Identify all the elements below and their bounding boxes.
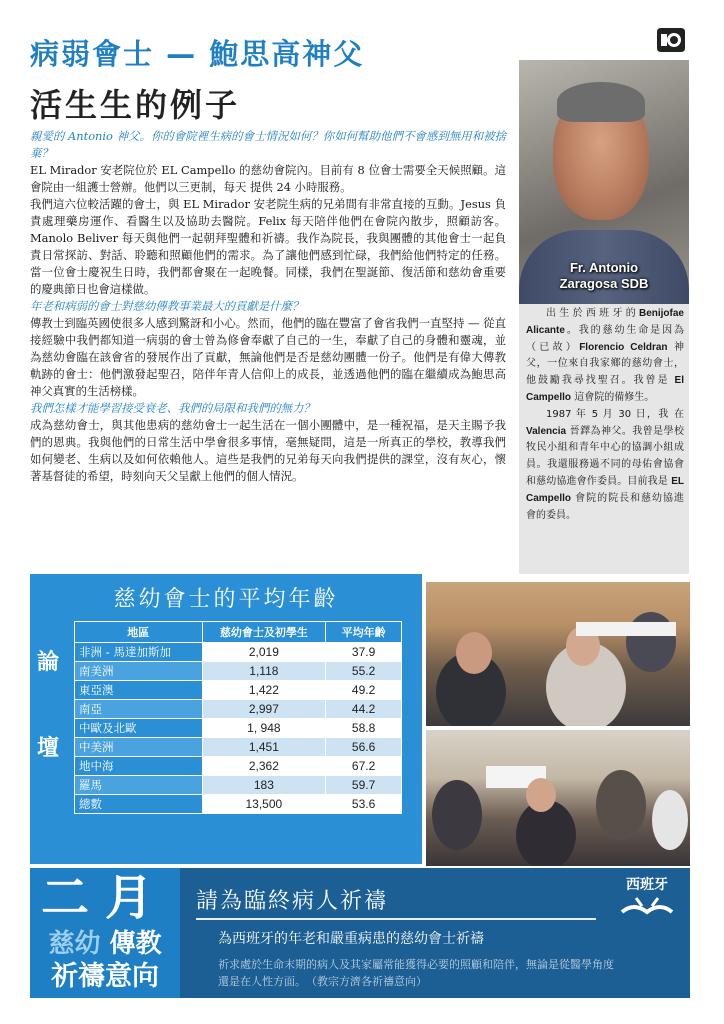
cell-region: 東亞澳: [75, 681, 203, 700]
question-3: 我們怎樣才能學習接受衰老、我們的局限和我們的無力？: [30, 401, 315, 415]
cell-age: 53.6: [326, 795, 402, 814]
bio-paragraph-2: [526, 407, 684, 525]
page-title: 病弱會士 — 鮑思高神父: [30, 37, 365, 71]
age-table: [74, 621, 402, 814]
table-row: [75, 681, 402, 700]
bio-house-name: El Campello: [526, 375, 684, 403]
cell-region: 總數: [75, 795, 203, 814]
bio-text: [526, 306, 684, 524]
intent-label-line1: [34, 928, 176, 960]
cell-region: 中美洲: [75, 738, 203, 757]
table-row: [75, 700, 402, 719]
bio-text-run: 。我的慈幼生命是因為（已故）: [526, 324, 684, 353]
forum-title: 慈幼會士的平均年齡: [113, 587, 339, 612]
bio-text-run: 這會院的備修生。: [571, 391, 655, 403]
bio-text-run: 神父，一位來自我家鄉的慈幼會士，他鼓勵我尋找聖召。我曾是: [526, 341, 685, 387]
prayer-divider: [196, 918, 596, 920]
cell-count: 2,362: [202, 757, 326, 776]
page-subtitle: 活生生的例子: [30, 86, 241, 124]
prayer-subtitle: 為西班牙的年老和嚴重病患的慈幼會士祈禱: [218, 931, 484, 947]
answer-paragraph: 傳教士到臨英國使很多人感到驚訝和小心。然而，他們的臨在豐富了會省我們一直堅持 — 從直接經驗中我們都知道一病弱的會士曾為修會奉獻了自己的一生，奉獻了自己的身體和靈魂，並為慈幼會臨在該會省的發展作出了貢獻，無論他們是否是慈幼團體一份子。他們是有偉大傳教軌跡的會士：他們激發起聖召，陪伴年青人信仰上的成長，並透過他們的臨在繼續成為鮑思高神父真實的生活榜樣。: [30, 316, 506, 398]
cell-age: 56.6: [326, 738, 402, 757]
side-label-char: 論: [36, 650, 59, 675]
header-region: 地區: [75, 622, 203, 643]
side-label-char: 壇: [36, 736, 59, 761]
table-row: [75, 719, 402, 738]
cell-age: 55.2: [326, 662, 402, 681]
bio-house-name: EL Campello: [526, 475, 684, 504]
cell-count: 183: [202, 776, 326, 795]
answer-paragraph: EL Mirador 安老院位於 EL Campello 的慈幼會院內。目前有 8 位會士需要全天候照顧。這會院由一組護士營辦。他們以三更制，每天 提供 24 小時服務。: [30, 163, 506, 194]
community-photo-2: [426, 730, 690, 866]
table-row: [75, 738, 402, 757]
table-row: [75, 643, 402, 662]
caption-surname: Zaragosa SDB: [559, 276, 649, 291]
portrait-hair: [557, 82, 645, 122]
bio-text-run: 出 生 於 西 班 牙 的: [546, 308, 639, 319]
salesian-logo-icon: [655, 26, 687, 54]
cell-region: 非洲 - 馬達加斯加: [75, 643, 203, 662]
bio-birthplace: Benijofae Alicante: [526, 308, 684, 336]
bio-text-run: 晉鐸為神父。我曾是學校牧民小組和青年中心的協調小組成員。我還服務過不同的母佑會協會和慈幼協進會作委員。目前我是: [526, 425, 684, 487]
cell-age: 67.2: [326, 757, 402, 776]
cell-count: 1,422: [202, 681, 326, 700]
prayer-body: 祈求處於生命末期的病人及其家屬常能獲得必要的照顧和陪伴，無論是從醫學角度還是在人性方面。 （教宗方濟各祈禱意向）: [218, 958, 614, 988]
cell-count: 2,997: [202, 700, 326, 719]
header-count: 慈幼會士及初學生: [202, 622, 326, 643]
country-emblem-icon: [612, 872, 682, 920]
month-label: 二月: [40, 870, 169, 926]
cell-region: 地中海: [75, 757, 203, 776]
cell-region: 南美洲: [75, 662, 203, 681]
bio-mentor-name: Florencio Celdran: [579, 341, 668, 353]
prayer-title: 請為臨終病人祈禱: [196, 889, 389, 914]
cell-age: 49.2: [326, 681, 402, 700]
table-row: [75, 662, 402, 681]
cell-count: 1,451: [202, 738, 326, 757]
cell-age: 37.9: [326, 643, 402, 662]
bio-paragraph-1: [526, 306, 684, 407]
cell-age: 44.2: [326, 700, 402, 719]
cell-count: 1,118: [202, 662, 326, 681]
cell-age: 58.8: [326, 719, 402, 738]
intent-label-line2: 祈禱意向: [51, 961, 159, 992]
intent-word-salesian: 慈幼: [48, 929, 101, 959]
intent-word-mission: 傳教: [100, 929, 162, 959]
bio-text-run: 1987 年 5 月 30 日，我 在: [546, 408, 684, 420]
bio-text-run: 會院的院長和慈幼協進會的委員。: [526, 492, 684, 521]
table-row-total: [75, 795, 402, 814]
answer-paragraph: 我們這六位較活躍的會士，與 EL Mirador 安老院生病的兄弟間有非常直接的互動。Jesus 負責處理藥房運作、看醫生以及協助去醫院。Felix 每天陪伴他們在會院內散步，照顧訪客。Manolo Beliver 每天與他們一起朝拜聖體和祈禱。我作為院長，我與團體的其他會士一起負責日常探訪、對話、聆聽和照顧他們的需求。為了讓他們感到忙碌，我們給他們特定的任務。當一位會士慶祝生日時，我們都會聚在一起晚餐。同樣，我們在聖誕節、復活節和慈幼會重要的慶典節日也會這樣做。: [30, 197, 506, 296]
bio-ordination-place: Valencia: [526, 425, 567, 437]
table-row: [75, 776, 402, 795]
table-row: [75, 757, 402, 776]
cell-region: 中歐及北歐: [75, 719, 203, 738]
cell-age: 59.7: [326, 776, 402, 795]
question-2: 年老和病弱的會士對慈幼傳教事業最大的貢獻是什麼？: [30, 299, 304, 313]
forum-side-label: [34, 650, 62, 762]
cell-count: 1, 948: [202, 719, 326, 738]
answer-paragraph: 成為慈幼會士，與其他患病的慈幼會士一起生活在一個小團體中，是一種祝福，是天主賜予我們的恩典。我與他們的日常生活中學會很多事情，毫無疑問，這是一所真正的學校，教導我們如何變老、生病以及如何依賴他人。這些是我們的兄弟每天向我們提供的課堂，沒有灰心，懷著基督徒的希望，時刻向天父呈獻上他們的個人情況。: [30, 418, 506, 483]
cell-region: 南亞: [75, 700, 203, 719]
table-header-row: [75, 622, 402, 643]
article-body: [30, 128, 506, 485]
photo-caption: [519, 260, 689, 292]
caption-name: Fr. Antonio: [569, 260, 639, 275]
question-1: 親愛的 Antonio 神父。你的會院裡生病的會士情況如何？你如何幫助他們不會感到無用和被捨棄？: [30, 129, 506, 160]
community-photo-1: [426, 582, 690, 726]
country-label: 西班牙: [626, 877, 668, 893]
cell-region: 羅馬: [75, 776, 203, 795]
cell-count: 13,500: [202, 795, 326, 814]
header-age: 平均年齡: [326, 622, 402, 643]
cell-count: 2,019: [202, 643, 326, 662]
